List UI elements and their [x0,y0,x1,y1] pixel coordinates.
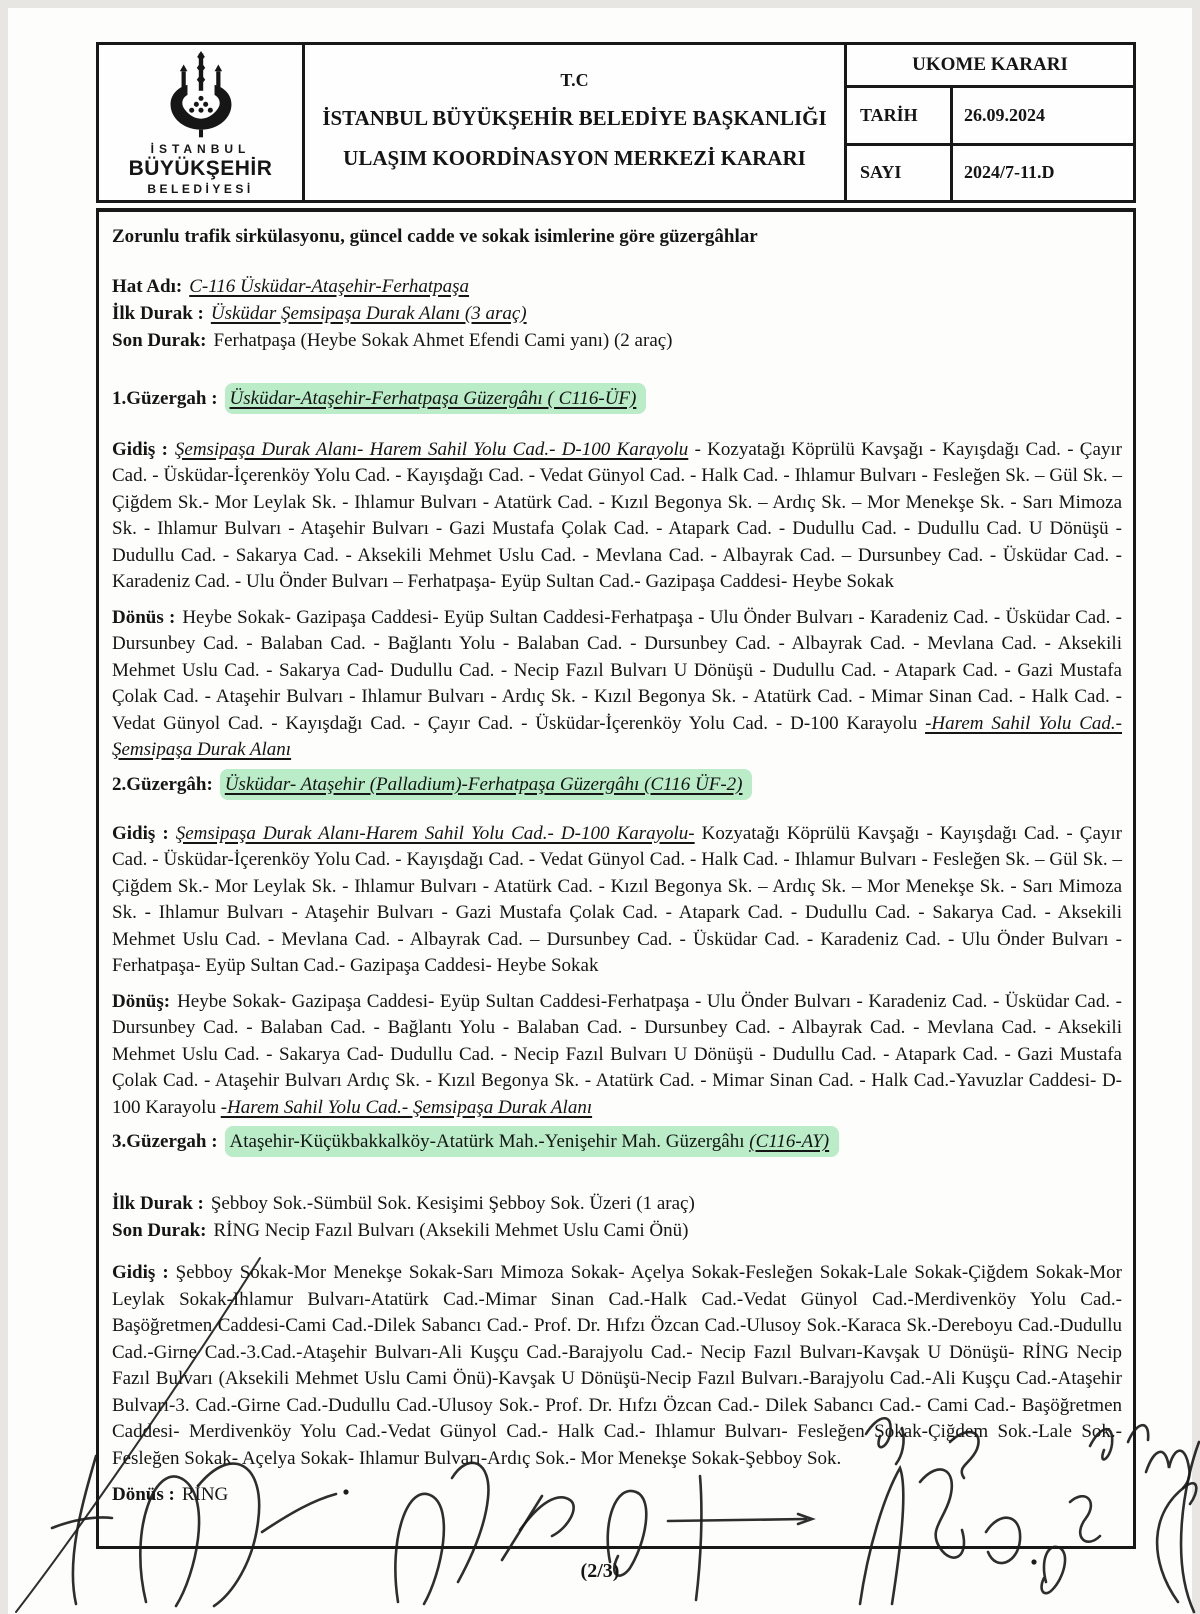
route1-return-paragraph [112,605,1122,764]
route3-son-durak-label: Son Durak: [112,1220,207,1241]
route1-donus-tail: -Harem Sahil Yolu Cad.-Şemsipaşa Durak Alanı [112,712,1122,760]
ilk-durak-value: Üsküdar Şemsipaşa Durak Alanı (3 araç) [210,302,527,324]
line-first-stop [112,300,1122,327]
route3-ilk-durak-label: İlk Durak : [112,1193,204,1214]
header-tc: T.C [560,70,589,90]
route3-gidis-text: Şebboy Sokak-Mor Menekşe Sokak-Sarı Mimoza Sokak- Açelya Sokak-Fesleğen Sokak-Lale Sokak-Çiğdem Sokak-Mor Leylak Sokak-Ihlamur Bulvarı-Atatürk Cad.-Mimar Sinan Cad.-Halk Cad.-Vedat Günyol Cad.-Merdivenköy Yolu Cad.-Başöğretmen Caddesi-Cami Cad.-Dilek Sabancı Cad.- Prof. Dr. Hıfzı Özcan Cad.-Ulusoy Sok.-Karaca Sk.-Dereboyu Cad.-Dudullu Cad.-Girne Cad.-3.Cad.-Ataşehir Bulvarı-Ali Kuşçu Cad.-Barajyolu Cad.- Necip Fazıl Bulvarı-Kavşak U Dönüşü- RİNG Necip Fazıl Bulvarı (Aksekili Mehmet Uslu Cami Önü)-Kavşak U Dönüşü-Necip Fazıl Bulvarı.-Barajyolu Cad.-Ali Kuşçu Cad.-Ataşehir Bulvarı-3. Cad.-Girne Cad.-Dudullu Cad.-Ulusoy Sok.- Prof. Dr. Hıfzı Özcan Cad.- Dilek Sabancı Cad.- Cami Cad.- Başöğretmen Caddesi- Merdivenköy Yolu Cad.-Vedat Günyol Cad.- Halk Cad.- Ihlamur Bulvarı- Fesleğen Sokak-Çiğdem Sok.-Lale Sok.- Fesleğen Sokak- Açelya Sokak- Ihlamur Bulvarı-Ardıç Sok.- Mor Menekşe Sokak-Şebboy Sok. [112,1262,1123,1469]
header-title-cell [305,45,844,200]
route3-return-line [112,1481,1122,1508]
route2-outbound-paragraph [112,821,1122,980]
date-value: 26.09.2024 [964,104,1045,125]
header-ukome-title: ULAŞIM KOORDİNASYON MERKEZİ KARARI [343,146,806,170]
route2-title-line [112,771,1122,798]
hat-adi-label: Hat Adı: [112,275,183,297]
route1-gidis-text: - Kozyatağı Köprülü Kavşağı - Kayışdağı Cad. - Çayır Cad. - Üsküdar-İçerenköy Yolu Cad. - Kayışdağı Cad. - Vedat Günyol Cad. - Halk Cad. - Ihlamur Bulvarı - Fesleğen Sk. – Gül Sk. – Çiğdem Sk.- Mor Leylak Sk. - Ihlamur Bulvarı - Atatürk Cad. - Kızıl Begonya Sk. – Ardıç Sk. – Mor Menekşe Sk. - Sarı Mimoza Sk. - Ihlamur Bulvarı - Ataşehir Bulvarı - Gazi Mustafa Çolak Cad. - Atapark Cad. - Dudullu Cad. - Dudullu Cad. U Dönüşü - Dudullu Cad. - Sakarya Cad. - Aksekili Mehmet Uslu Cad. - Mevlana Cad. - Albayrak Cad. – Dursunbey Cad. - Üsküdar Cad. - Karadeniz Cad. - Ulu Önder Bulvarı – Ferhatpaşa- Eyüp Sultan Cad.- Gazipaşa Caddesi- Heybe Sokak [112,438,1123,592]
number-label: SAYI [847,146,953,201]
page-number: (2/3) [580,1560,620,1582]
route1-donus-text: Heybe Sokak- Gazipaşa Caddesi- Eyüp Sultan Caddesi-Ferhatpaşa - Ulu Önder Bulvarı - Karadeniz Cad. - Üsküdar Cad. - Dursunbey Cad. - Balaban Cad. - Bağlantı Yolu - Balaban Cad. - Dursunbey Cad. - Albayrak Cad. - Mevlana Cad. - Aksekili Mehmet Uslu Cad. - Sakarya Cad- Dudullu Cad. - Necip Fazıl Bulvarı U Dönüşü - Dudullu Cad. - Atapark Cad. - Gazi Mustafa Çolak Cad. - Ataşehir Bulvarı - Ihlamur Bulvarı - Ardıç Sk. - Kızıl Begonya Sk. - Atatürk Cad. - Mimar Sinan Cad. - Halk Cad. - Vedat Günyol Cad. - Kayışdağı Cad. - Çayır Cad. - Üsküdar-İçerenköy Yolu Cad. - D-100 Karayolu [112,606,1122,734]
route3-outbound-paragraph [112,1260,1122,1472]
route3-title-code: (C116-AY) [749,1131,830,1152]
ibb-logo-cell [99,45,305,200]
document-heading: Zorunlu trafik sirkülasyonu, güncel cadde ve sokak isimlerine göre güzergâhlar [112,226,758,247]
son-durak-label: Son Durak: [112,329,207,351]
route1-donus-label: Dönüs : [112,606,176,628]
decision-number-row [847,143,1133,201]
route2-donus-text: Heybe Sokak- Gazipaşa Caddesi- Eyüp Sultan Caddesi-Ferhatpaşa - Ulu Önder Bulvarı - Karadeniz Cad. - Üsküdar Cad. - Dursunbey Cad. - Balaban Cad. - Bağlantı Yolu - Balaban Cad. - Dursunbey Cad. - Albayrak Cad. - Mevlana Cad. - Aksekili Mehmet Uslu Cad. - Sakarya Cad- Dudullu Cad. - Necip Fazıl Bulvarı U Dönüşü - Dudullu Cad. - Atapark Cad. - Gazi Mustafa Çolak Cad. - Ataşehir Bulvarı Ardıç Sk. - Kızıl Begonya Sk. - Atatürk Cad. - Mimar Sinan Cad. - Halk Cad.-Yavuzlar Caddesi- D-100 Karayolu [112,990,1122,1118]
route3-last-stop-line [112,1217,1122,1244]
route3-son-durak-value: RİNG Necip Fazıl Bulvarı (Aksekili Mehmet Uslu Cami Önü) [213,1220,689,1241]
number-value: 2024/7-11.D [964,162,1055,183]
route3-title-highlight [225,1126,840,1157]
route1-gidis-lead: Şemsipaşa Durak Alanı- Harem Sahil Yolu Cad.- D-100 Karayolu [174,438,689,460]
line-route-name [112,273,1122,300]
route1-gidis-label: Gidiş : [112,438,168,460]
route2-donus-tail: -Harem Sahil Yolu Cad.- Şemsipaşa Durak Alanı [220,1096,593,1118]
route3-label: 3.Güzergah : [112,1131,218,1152]
route2-title-highlight [220,769,753,800]
route1-outbound-paragraph [112,437,1122,596]
route1-title: Üsküdar-Ataşehir-Ferhatpaşa Güzergâhı ( C116-ÜF) [229,387,637,409]
decision-title: UKOME KARARI [847,45,1133,88]
route2-gidis-lead: Şemsipaşa Durak Alanı-Harem Sahil Yolu Cad.- D-100 Karayolu- [175,822,695,844]
logo-text-belediyesi: BELEDİYESİ [147,182,254,196]
decision-info-table [844,45,1133,200]
route2-gidis-label: Gidiş : [112,822,169,844]
route2-label: 2.Güzergâh: [112,773,213,795]
route3-ilk-durak-value: Şebboy Sok.-Sümbül Sok. Kesişimi Şebboy Sok. Üzeri (1 araç) [210,1193,695,1214]
hat-adi-value: C-116 Üsküdar-Ataşehir-Ferhatpaşa [189,275,470,297]
route3-title-line [112,1128,1122,1155]
son-durak-value: Ferhatpaşa (Heybe Sokak Ahmet Efendi Cami yanı) (2 araç) [213,329,673,351]
header-table [96,42,1136,203]
route1-label: 1.Güzergah : [112,387,218,409]
route1-title-line [112,385,1122,412]
decision-date-row [847,88,1133,143]
route3-gidis-label: Gidiş : [112,1262,169,1283]
scanned-page [8,8,1192,1614]
route2-gidis-text: Kozyatağı Köprülü Kavşağı - Kayışdağı Cad. - Çayır Cad. - Üsküdar-İçerenköy Yolu Cad. - Kayışdağı Cad. - Vedat Günyol Cad. - Halk Cad. - Ihlamur Bulvarı - Fesleğen Sk. – Gül Sk. – Çiğdem Sk.- Mor Leylak Sk. - Ihlamur Bulvarı - Atatürk Cad. - Kızıl Begonya Sk. – Ardıç Sk. – Mor Menekşe Sk. - Sarı Mimoza Sk. - Ihlamur Bulvarı - Ataşehir Bulvarı - Gazi Mustafa Çolak Cad. - Atapark Cad. - Dudullu Cad. - Sakarya Cad. - Aksekili Mehmet Uslu Cad. - Mevlana Cad. - Albayrak Cad. – Dursunbey Cad. - Üsküdar Cad. - Karadeniz Cad. - Ulu Önder Bulvarı - Ferhatpaşa- Eyüp Sultan Cad.- Gazipaşa Caddesi- Heybe Sokak [112,822,1122,976]
route2-donus-label: Dönüş: [112,990,171,1012]
ilk-durak-label: İlk Durak : [112,302,204,324]
route3-title: Ataşehir-Küçükbakkalköy-Atatürk Mah.-Yenişehir Mah. Güzergâhı [229,1131,750,1152]
line-last-stop [112,327,1122,354]
route3-donus-label: Dönüs : [112,1484,175,1505]
route2-return-paragraph [112,989,1122,1122]
date-label: TARİH [847,88,953,143]
route2-title: Üsküdar- Ataşehir (Palladium)-Ferhatpaşa Güzergâhı (C116 ÜF-2) [224,773,743,795]
document-body [96,208,1136,1549]
header-municipality-title: İSTANBUL BÜYÜKŞEHİR BELEDİYE BAŞKANLIĞI [322,106,827,130]
logo-text-buyuksehir: BÜYÜKŞEHİR [128,157,273,180]
route3-first-stop-line [112,1190,1122,1217]
logo-text-istanbul: İSTANBUL [150,142,251,156]
route3-donus-value: RİNG [181,1484,229,1505]
route1-title-highlight [225,383,647,414]
ibb-municipality-logo-icon [158,51,244,139]
